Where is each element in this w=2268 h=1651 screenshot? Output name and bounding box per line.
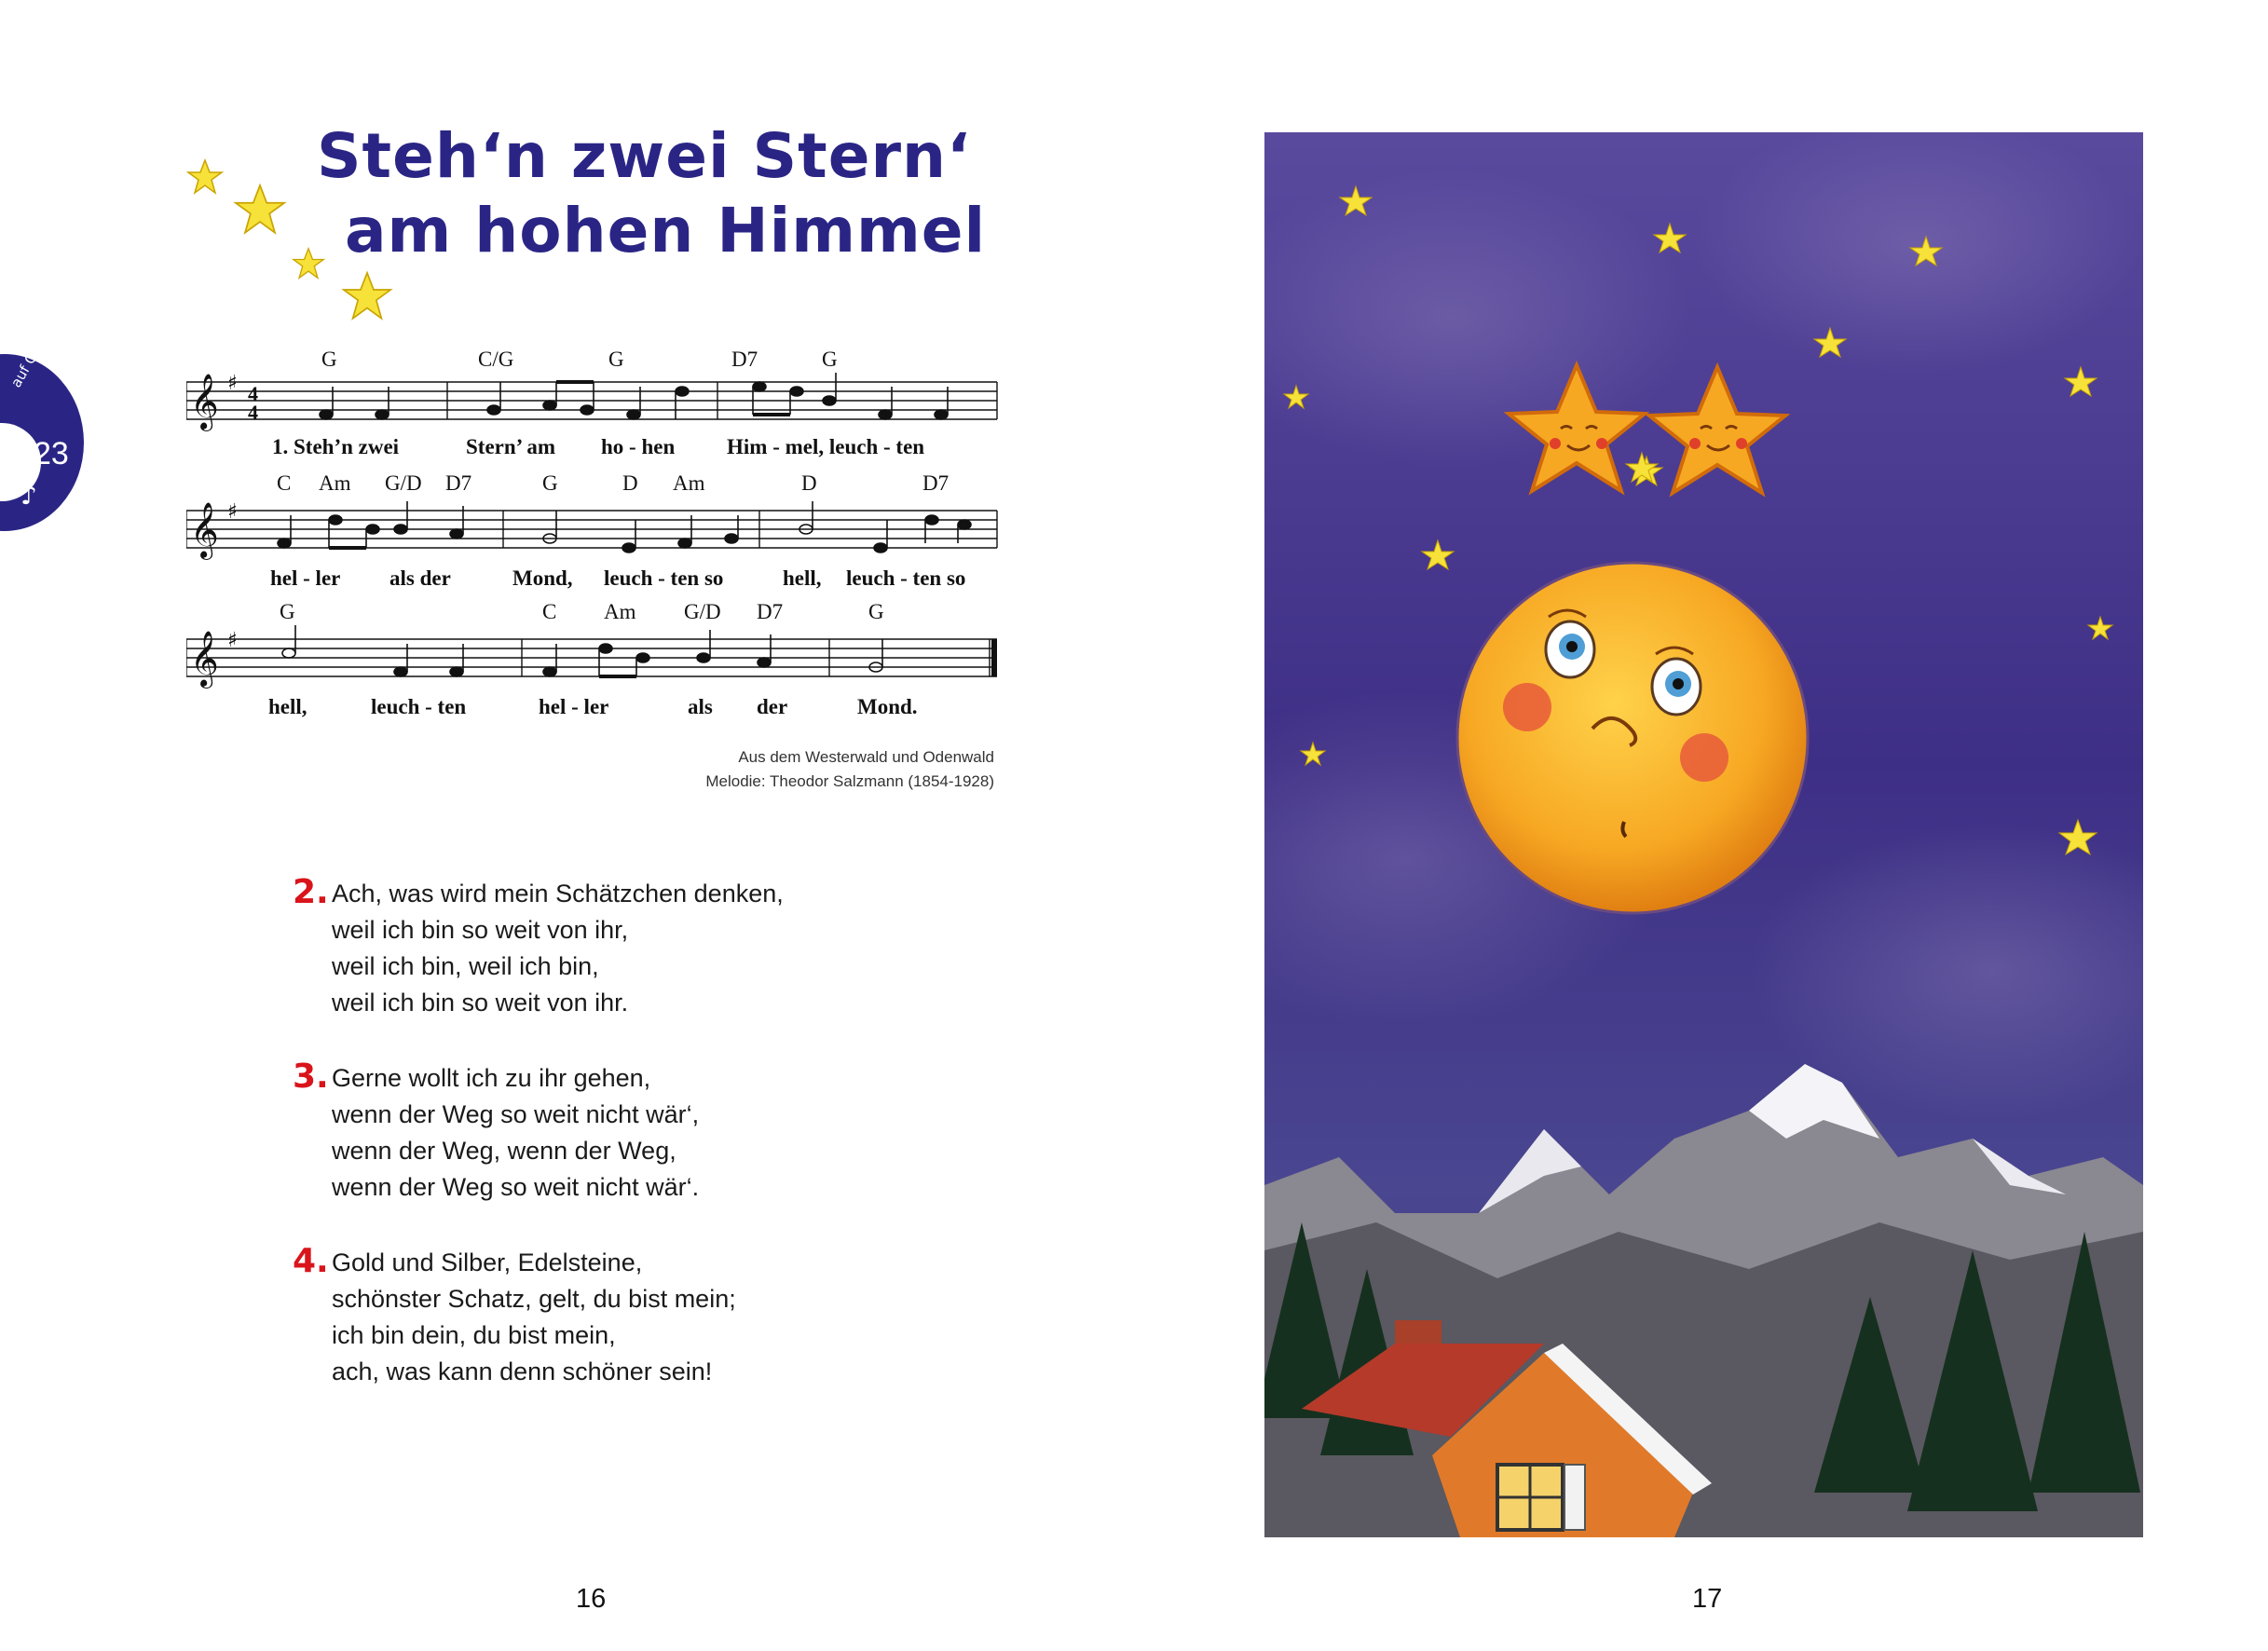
star-icon <box>186 158 224 196</box>
verse-line: Gold und Silber, Edelsteine, <box>332 1248 643 1276</box>
chord: G <box>868 600 884 623</box>
lyric: 1. Steh’n zwei <box>272 435 400 458</box>
lyric: leuch - ten so <box>604 566 724 590</box>
chord: G <box>822 348 838 371</box>
chord: G <box>542 471 558 495</box>
source-origin: Aus dem Westerwald und Odenwald <box>738 748 994 766</box>
chord: G <box>321 348 337 371</box>
chord: D <box>801 471 817 495</box>
lyric: leuch - ten so <box>846 566 966 590</box>
chord: G <box>608 348 624 371</box>
svg-text:♯: ♯ <box>227 629 238 652</box>
verse-line: wenn der Weg so weit nicht wär‘. <box>332 1173 700 1201</box>
verse-number: 4. <box>293 1242 329 1280</box>
chord: D7 <box>731 348 758 371</box>
music-note-icon: ♪ <box>20 480 37 511</box>
lyric: Mond, <box>512 566 573 590</box>
lyric: hel - ler <box>539 695 609 718</box>
verse-line: schönster Schatz, gelt, du bist mein; <box>332 1285 736 1313</box>
verse-number: 2. <box>293 873 329 911</box>
verse-line: wenn der Weg, wenn der Weg, <box>332 1137 676 1165</box>
chord: Am <box>604 600 636 623</box>
verse-line: ich bin dein, du bist mein, <box>332 1321 616 1349</box>
lyric: ho - hen <box>601 435 676 458</box>
svg-text:4: 4 <box>248 382 258 405</box>
night-sky-illustration <box>1264 132 2143 1537</box>
treble-clef-icon: 𝄞 <box>190 631 219 687</box>
cd-label: auf CD <box>7 341 46 390</box>
verse-line: weil ich bin so weit von ihr. <box>332 989 629 1017</box>
lyric: als der <box>389 566 451 590</box>
chord: D7 <box>757 600 784 623</box>
star-icon <box>341 270 393 322</box>
chord: D <box>622 471 638 495</box>
star-icon <box>233 183 287 237</box>
lyric: Mond. <box>857 695 918 718</box>
lyric: als <box>688 695 713 718</box>
verse-3 <box>293 1057 700 1206</box>
cd-track-number: 23 <box>34 436 69 471</box>
lyric: der <box>757 695 788 718</box>
lyric: hell, <box>783 566 822 590</box>
verse-line: Gerne wollt ich zu ihr gehen, <box>332 1064 651 1092</box>
verse-line: weil ich bin, weil ich bin, <box>332 952 599 980</box>
treble-clef-icon: 𝄞 <box>190 374 219 430</box>
verse-line: Ach, was wird mein Schätzchen denken, <box>332 880 784 907</box>
song-title-line2: am hohen Himmel <box>345 195 987 266</box>
music-score <box>186 345 1006 736</box>
chord: D7 <box>445 471 472 495</box>
moon-face <box>1457 563 1808 913</box>
chord: C <box>542 600 557 623</box>
lyric: Him - mel, leuch - ten <box>727 435 925 458</box>
chord: C <box>277 471 292 495</box>
treble-clef-icon: 𝄞 <box>190 502 219 558</box>
verse-line: weil ich bin so weit von ihr, <box>332 916 629 944</box>
chord: G/D <box>684 600 721 623</box>
svg-text:4: 4 <box>248 401 258 424</box>
verse-line: ach, was kann denn schöner sein! <box>332 1358 713 1385</box>
verse-line: wenn der Weg so weit nicht wär‘, <box>332 1100 700 1128</box>
chord: Am <box>673 471 705 495</box>
chord: G/D <box>385 471 422 495</box>
verse-4 <box>293 1242 736 1390</box>
song-title <box>317 119 986 268</box>
svg-text:♯: ♯ <box>227 372 238 395</box>
chord: C/G <box>478 348 514 371</box>
verse-2 <box>293 873 784 1021</box>
lyric: leuch - ten <box>371 695 467 718</box>
page-number-right: 17 <box>1692 1584 1723 1614</box>
lyric: Stern’ am <box>466 435 556 458</box>
chord: G <box>280 600 295 623</box>
chord: Am <box>319 471 351 495</box>
song-title-line1: Steh‘n zwei Stern‘ <box>317 120 972 192</box>
lyric: hell, <box>268 695 307 718</box>
svg-text:♯: ♯ <box>227 500 238 524</box>
chord: D7 <box>922 471 950 495</box>
source-note <box>705 745 994 794</box>
source-melody: Melodie: Theodor Salzmann (1854-1928) <box>705 772 994 790</box>
verse-number: 3. <box>293 1057 329 1096</box>
page-number-left: 16 <box>576 1584 607 1614</box>
lyric: hel - ler <box>270 566 341 590</box>
